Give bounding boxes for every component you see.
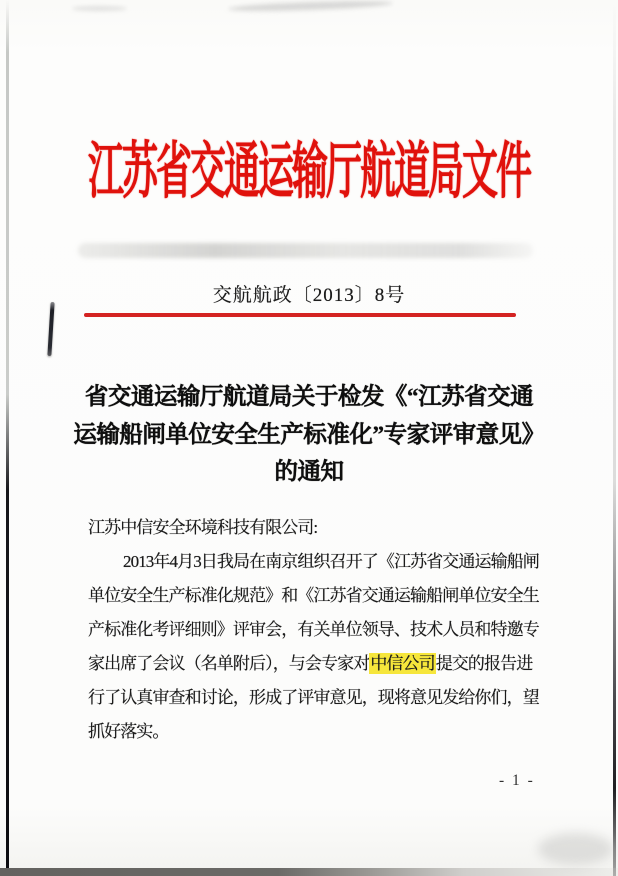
scan-smudge: [228, 0, 393, 13]
recipient-line: 江苏中信安全环境科技有限公司:: [88, 518, 318, 537]
document-title-line-1: 省交通运输厅航道局关于检发《“江苏省交通: [84, 384, 534, 410]
scan-edge-bottom: [0, 868, 618, 876]
document-title: [0, 379, 618, 492]
agency-letterhead-title: 江苏省交通运输厅航道局文件: [87, 137, 530, 206]
document-number: 交航航政〔2013〕8号: [212, 285, 406, 306]
body-line-1: 2013年4月3日我局在南京组织召开了《江苏省交通运输船闸: [123, 552, 539, 571]
page-number: - 1 -: [499, 772, 535, 789]
document-title-line-3: 的通知: [274, 459, 344, 485]
body-line-2: 单位安全生产标准化规范》和《江苏省交通运输船闸单位安全生: [88, 586, 539, 605]
scan-ghost-text-band: [78, 243, 533, 258]
red-divider-line: [84, 313, 516, 317]
document-title-line-2: 运输船闸单位安全生产标准化”专家评审意见》: [73, 421, 545, 448]
body-line-3: 产标准化考评细则》评审会，有关单位领导、技术人员和特邀专: [88, 620, 539, 639]
body-line-4-pre: 家出席了会议（名单附后），与会专家对: [88, 654, 370, 673]
document-body: [88, 511, 539, 749]
body-line-6: 抓好落实。: [88, 722, 169, 741]
highlighted-company-name: 中信公司: [370, 654, 435, 673]
staple-mark: [47, 302, 54, 356]
body-line-4-post: 提交的报告进: [435, 654, 533, 673]
body-line-5: 行了认真审查和讨论，形成了评审意见，现将意见发给你们，望: [88, 688, 539, 707]
body-line-4: [88, 647, 539, 681]
scan-smudge: [72, 6, 127, 11]
scan-smudge: [538, 833, 613, 865]
